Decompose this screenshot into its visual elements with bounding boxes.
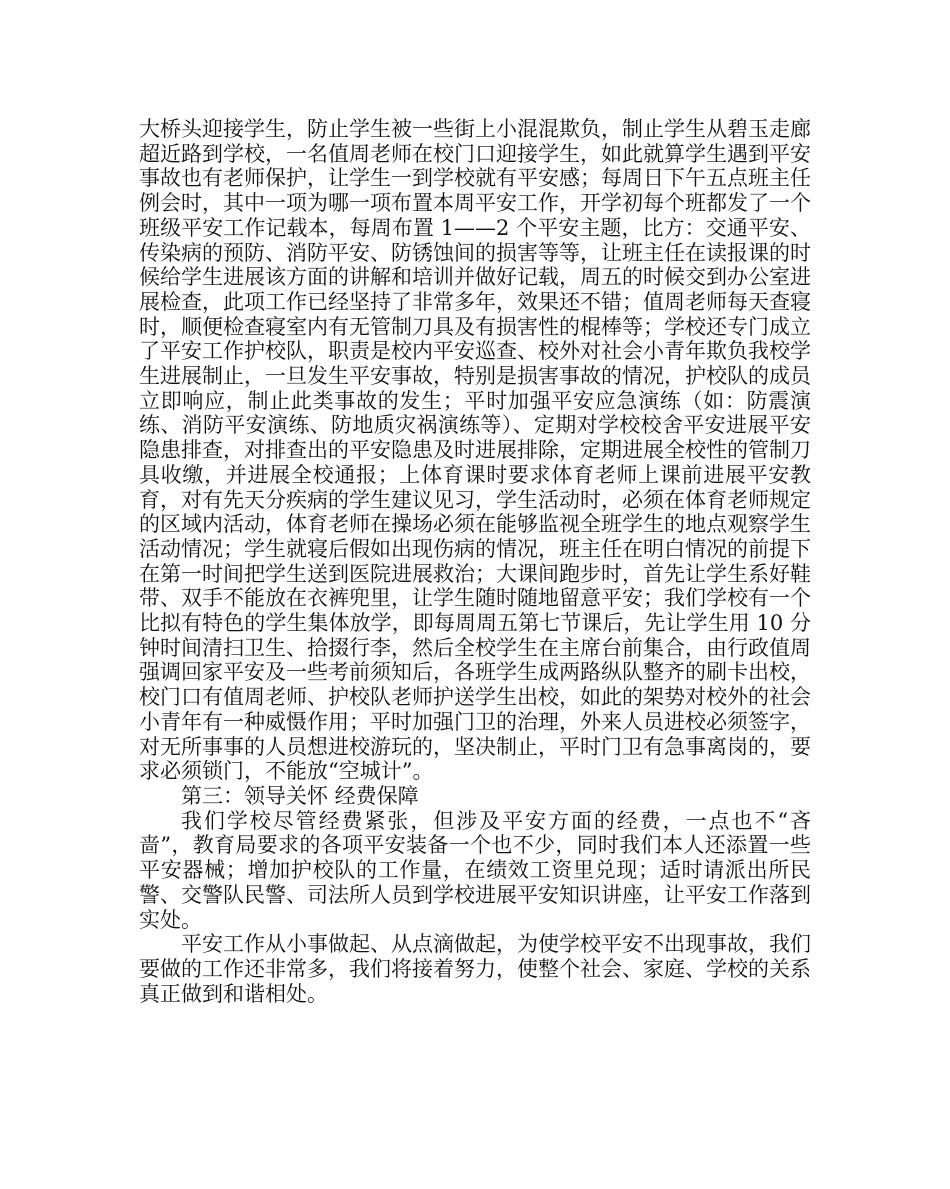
- paragraph-continued: 大桥头迎接学生，防止学生被一些街上小混混欺负，制止学生从碧玉走廊超近路到学校，一名值周老师在校门口迎接学生，如此就算学生遇到平安事故也有老师保护，让学生一到学校就有平安感；每周日下午五点班主任例会时，其中一项为哪一项布置本周平安工作，开学初每个班都发了一个班级平安工作记载本，每周布置 1——2 个平安主题，比方：交通平安、传染病的预防、消防平安、防锈蚀间的损害等等，让班主任在读报课的时候给学生进展该方面的讲解和培训并做好记载，周五的时候交到办公室进展检查，此项工作已经坚持了非常多年，效果还不错；值周老师每天查寝时，顺便检查寝室内有无管制刀具及有损害性的棍棒等；学校还专门成立了平安工作护校队，职责是校内平安巡查、校外对社会小青年欺负我校学生进展制止，一旦发生平安事故，特别是损害事故的情况，护校队的成员立即响应，制止此类事故的发生；平时加强平安应急演练（如：防震演练、消防平安演练、防地质灾祸演练等）、定期对学校校舍平安进展平安隐患排查，对排查出的平安隐患及时进展排除，定期进展全校性的管制刀具收缴，并进展全校通报；上体育课时要求体育老师上课前进展平安教育，对有先天分疾病的学生建议见习，学生活动时，必须在体育老师规定的区域内活动，体育老师在操场必须在能够监视全班学生的地点观察学生活动情况；学生就寝后假如出现伤病的情况，班主任在明白情况的前提下在第一时间把学生送到医院进展救治；大课间跑步时，首先让学生系好鞋带、双手不能放在衣裤兜里，让学生随时随地留意平安；我们学校有一个比拟有特色的学生集体放学，即每周周五第七节课后，先让学生用 10 分钟时间清扫卫生、拾掇行李，然后全校学生在主席台前集合，由行政值周强调回家平安及一些考前须知后，各班学生成两路纵队整齐的刷卡出校，校门口有值周老师、护校队老师护送学生出校，如此的架势对校外的社会小青年有一种威慑作用；平时加强门卫的治理，外来人员进校必须签字，对无所事事的人员想进校游玩的，坚决制止，平时门卫有急事离岗的，要求必须锁门，不能放“空城计”。: [139, 117, 811, 784]
- document-body: [139, 117, 811, 1006]
- section-heading: 第三：领导关怀 经费保障: [181, 783, 419, 808]
- paragraph-conclusion: 平安工作从小事做起、从点滴做起，为使学校平安不出现事故，我们要做的工作还非常多，我们将接着努力，使整个社会、家庭、学校的关系真正做到和谐相处。: [139, 932, 811, 1006]
- paragraph-funding: 我们学校尽管经费紧张，但涉及平安方面的经费，一点也不“吝啬”，教育局要求的各项平安装备一个也不少，同时我们本人还添置一些平安器械；增加护校队的工作量，在绩效工资里兑现；适时请派出所民警、交警队民警、司法所人员到学校进展平安知识讲座，让平安工作落到实处。: [139, 808, 811, 932]
